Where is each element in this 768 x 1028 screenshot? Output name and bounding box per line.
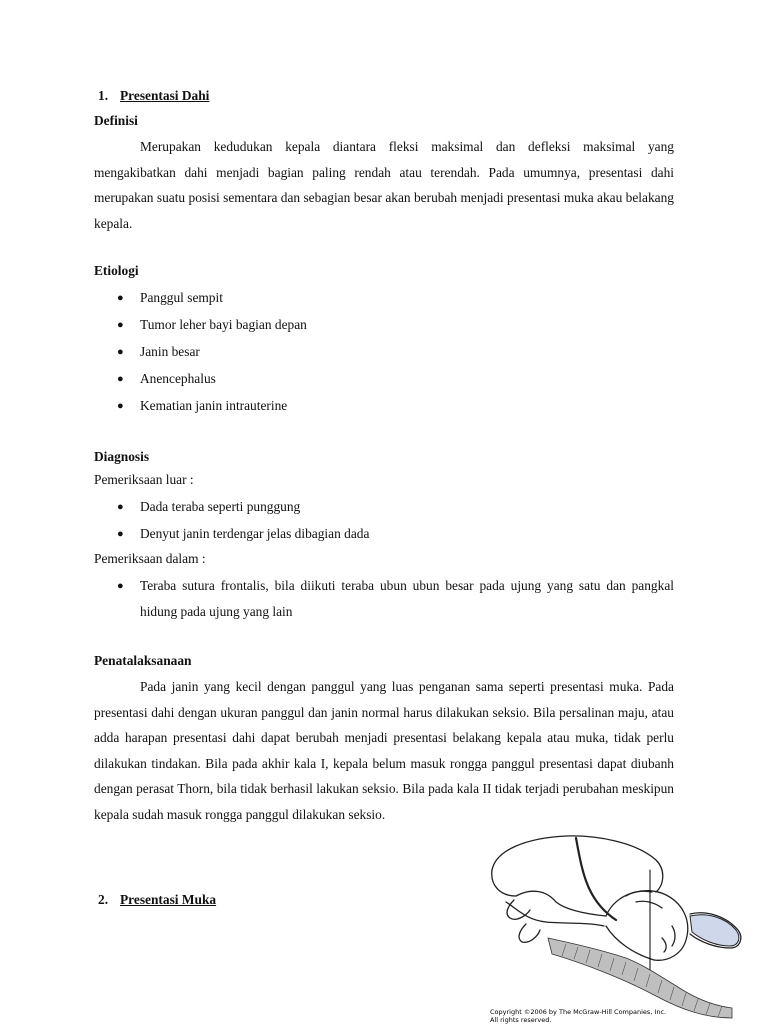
copyright-line-2: All rights reserved. xyxy=(490,1016,552,1024)
list-item-text: Kematian janin intrauterine xyxy=(140,398,288,413)
list-item-text: Panggul sempit xyxy=(140,290,223,305)
section-1-heading xyxy=(98,88,209,104)
penatalaksanaan-heading: Penatalaksanaan xyxy=(94,653,192,668)
bullet-icon: ● xyxy=(117,373,124,385)
section-2-title: Presentasi Muka xyxy=(120,892,217,907)
face-presentation-illustration xyxy=(486,830,768,1024)
penatalaksanaan-paragraph: Pada janin yang kecil dengan panggul yang luas penganan sama seperti presentasi muka. Pada presentasi dahi dengan ukuran panggul dan janin normal harus dilakukan seksio. Bila persalinan maju, atau adda harapan presentasi dahi dapat berubah menjadi presentasi belakang kepala atau muka, tidak perlu dilakukan tindakan. Bila pada akhir kala I, kepala belum masuk rongga panggul presentasi dapat diubanh dengan perasat Thorn, bila tidak berhasil lakukan seksio. Bila pada kala II tidak terjadi perubahan meskipun kepala sudah masuk rongga panggul dilakukan seksio. xyxy=(94,679,674,822)
bullet-icon: ● xyxy=(117,580,124,592)
pemeriksaan-dalam-label: Pemeriksaan dalam : xyxy=(94,551,206,566)
list-item-text: Tumor leher bayi bagian depan xyxy=(140,317,307,332)
list-item-text: Anencephalus xyxy=(140,371,216,386)
bullet-icon: ● xyxy=(117,501,124,513)
fetus-pelvis-drawing xyxy=(486,830,768,1024)
bullet-icon: ● xyxy=(117,400,124,412)
copyright-line-1: Copyright ©2006 by The McGraw-Hill Companies, Inc. xyxy=(490,1008,667,1016)
list-item-text: Dada teraba seperti punggung xyxy=(140,499,301,514)
bullet-icon: ● xyxy=(117,528,124,540)
bullet-icon: ● xyxy=(117,292,124,304)
definisi-paragraph: Merupakan kedudukan kepala diantara fleksi maksimal dan defleksi maksimal yang mengakibatkan dahi menjadi bagian paling rendah atau terendah. Pada umumnya, presentasi dahi merupakan suatu posisi sementara dan sebagian besar akan berubah menjadi presentasi muka akau belakang kepala. xyxy=(94,139,674,231)
section-2-number: 2. xyxy=(98,892,109,907)
section-2-heading xyxy=(98,892,216,908)
section-1-title: Presentasi Dahi xyxy=(120,88,210,103)
list-item-text: Denyut janin terdengar jelas dibagian dada xyxy=(140,526,370,541)
diagnosis-heading: Diagnosis xyxy=(94,449,150,464)
definisi-heading: Definisi xyxy=(94,113,138,128)
list-item-text: Janin besar xyxy=(140,344,200,359)
etiologi-heading: Etiologi xyxy=(94,263,139,278)
list-item-text: Teraba sutura frontalis, bila diikuti teraba ubun ubun besar pada ujung yang satu dan pangkal hidung pada ujung yang lain xyxy=(140,578,674,619)
section-1-number: 1. xyxy=(98,88,109,103)
pemeriksaan-luar-label: Pemeriksaan luar : xyxy=(94,472,194,487)
bullet-icon: ● xyxy=(117,346,124,358)
bullet-icon: ● xyxy=(117,319,124,331)
